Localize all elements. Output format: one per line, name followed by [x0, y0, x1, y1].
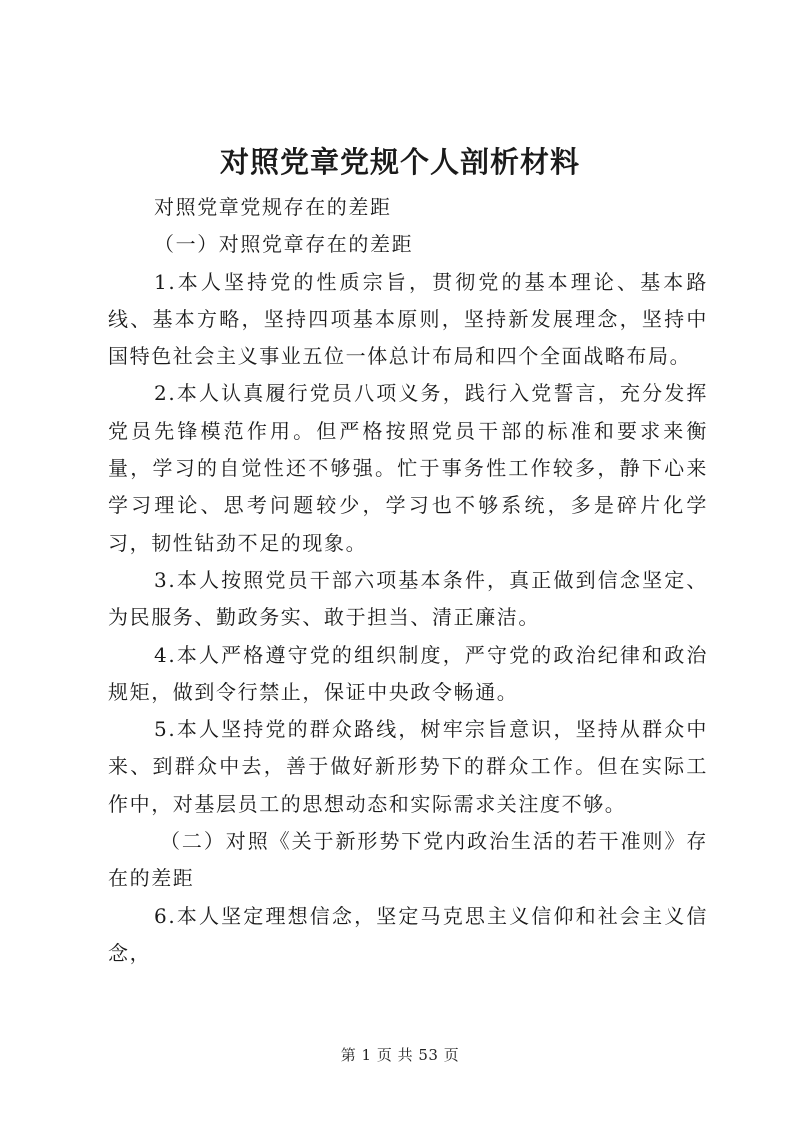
subsection-heading: （一）对照党章存在的差距 [154, 232, 414, 257]
section-heading: 对照党章党规存在的差距 [154, 195, 392, 219]
subsection-heading: （二）对照《关于新形势下党内政治生活的若干准则》存在的差距 [108, 829, 708, 891]
paragraph-item-5: 5.本人坚持党的群众路线，树牢宗旨意识，坚持从群众中来、到群众中去，善于做好新形势下的群众工作。但在实际工作中，对基层员工的思想动态和实际需求关注度不够。 [108, 717, 708, 816]
paragraph-item-4: 4.本人严格遵守党的组织制度，严守党的政治纪律和政治规矩，做到令行禁止，保证中央政令畅通。 [108, 642, 708, 704]
page-footer: 第 1 页 共 53 页 [340, 1046, 460, 1064]
document-body [108, 189, 708, 972]
paragraph-item-2: 2.本人认真履行党员八项义务，践行入党誓言，充分发挥党员先锋模范作用。但严格按照党员干部的标准和要求来衡量，学习的自觉性还不够强。忙于事务性工作较多，静下心来学习理论、思考问题较少，学习也不够系统，多是碎片化学习，韧性钻劲不足的现象。 [108, 381, 708, 555]
paragraph-item-1: 1.本人坚持党的性质宗旨，贯彻党的基本理论、基本路线、基本方略，坚持四项基本原则，坚持新发展理念，坚持中国特色社会主义事业五位一体总计布局和四个全面战略布局。 [108, 269, 708, 369]
document-title: 对照党章党规个人剖析材料 [219, 145, 580, 179]
paragraph-item-6: 6.本人坚定理想信念，坚定马克思主义信仰和社会主义信念， [108, 903, 708, 965]
paragraph-item-3: 3.本人按照党员干部六项基本条件，真正做到信念坚定、为民服务、勤政务实、敢于担当、清正廉洁。 [108, 567, 708, 630]
